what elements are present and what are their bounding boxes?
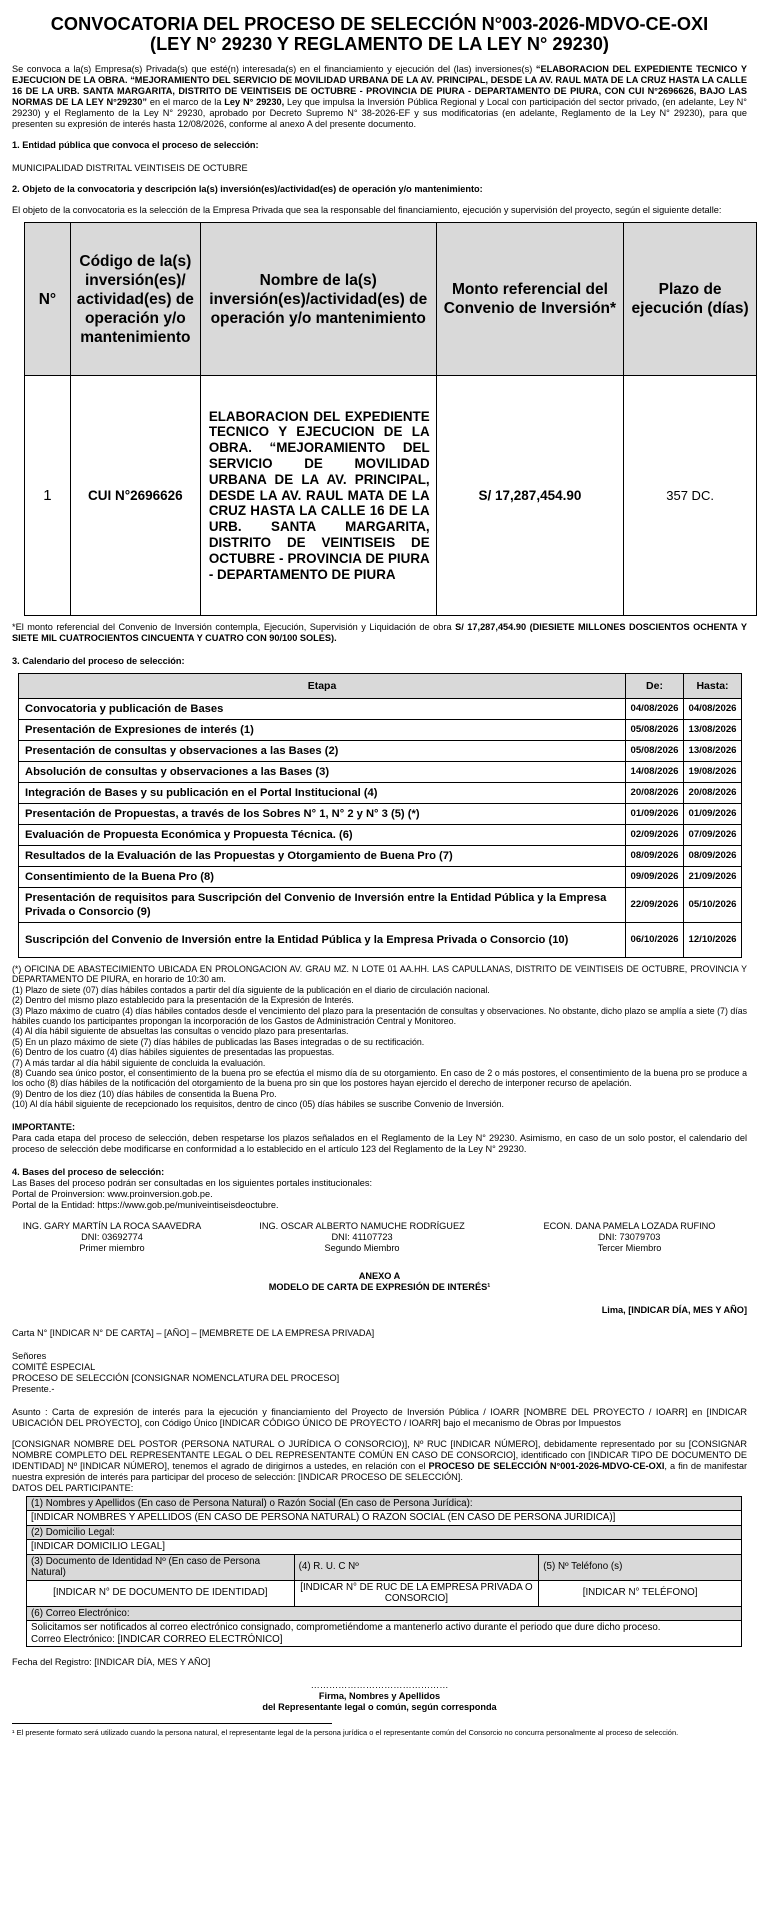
schedule-note: (7) A más tardar al día hábil siguiente de concluida la evaluación.: [12, 1057, 266, 1068]
schedule-to: 07/09/2026: [684, 825, 742, 846]
schedule-to: 01/09/2026: [684, 804, 742, 825]
letter-number: Carta N° [INDICAR N° DE CARTA] – [AÑO] – [MEMBRETE DE LA EMPRESA PRIVADA]: [12, 1327, 375, 1338]
field-6-value[interactable]: Solicitamos ser notificados al correo electrónico consignado, comprometiéndome a mantenerlo activo durante el periodo que dure dicho proceso. Correo Electrónico: [INDICAR CORREO ELECTRÓNICO]: [27, 1621, 742, 1647]
schedule-notes: [12, 964, 747, 1110]
intro-law: Ley N° 29230,: [224, 97, 285, 107]
field-4-label: (4) R. U. C Nº: [294, 1554, 539, 1580]
title-line-2: (LEY N° 29230 Y REGLAMENTO DE LA LEY N° 29230): [150, 34, 609, 54]
field-2-value[interactable]: [INDICAR DOMICILIO LEGAL]: [27, 1540, 742, 1555]
section-2-title: 2. Objeto de la convocatoria y descripción la(s) inversión(es)/actividad(es) de operación y/o mantenimiento:: [12, 184, 483, 194]
schedule-from: 08/09/2026: [626, 846, 684, 867]
schedule-table: [18, 673, 742, 958]
schedule-from: 05/08/2026: [626, 720, 684, 741]
table-row: [25, 376, 757, 616]
row-name: ELABORACION DEL EXPEDIENTE TECNICO Y EJECUCION DE LA OBRA. “MEJORAMIENTO DEL SERVICIO DE MOVILIDAD URBANA DE LA AV. PRINCIPAL, DESDE LA AV. RAUL MATA DE LA CRUZ HASTA LA CALLE 16 DE LA URB. SANTA MARGARITA, DISTRITO DE VEINTISEIS DE OCTUBRE - PROVINCIA DE PIURA - DEPARTAMENTO DE PIURA: [200, 376, 436, 616]
row-number: 1: [25, 376, 71, 616]
stage-header: Etapa: [19, 674, 626, 699]
schedule-note: (4) Al día hábil siguiente de absueltas las consultas o vencido plazo para presentarlas.: [12, 1026, 349, 1037]
schedule-stage: Suscripción del Convenio de Inversión entre la Entidad Pública y la Empresa Privada o Consorcio (10): [19, 923, 626, 958]
important-text: Para cada etapa del proceso de selección, deben respetarse los plazos señalados en el Reglamento de la Ley N° 29230. Asimismo, en caso de un solo postor, el calendario del proceso de selección debe modificarse en conformidad a lo establecido en el artículo 123 del Reglamento de la Ley N° 29230.: [12, 1132, 747, 1154]
signature-1: ING. GARY MARTÍN LA ROCA SAAVEDRA DNI: 03692774 Primer miembro: [22, 1220, 202, 1253]
schedule-from: 01/09/2026: [626, 804, 684, 825]
schedule-row: [19, 720, 742, 741]
section-3-title: 3. Calendario del proceso de selección:: [12, 656, 185, 666]
amount-note: *El monto referencial del Convenio de Inversión contempla, Ejecución, Supervisión y Liquidación de obra S/ 17,287,454.90 (DIESIETE MILLONES DOSCIENTOS OCHENTA Y SIETE MIL CUATROCIENTOS CINCUENTA Y CUATRO CON 90/100 SOLES).: [12, 622, 747, 643]
signature-2: ING. OSCAR ALBERTO NAMUCHE RODRÍGUEZ DNI: 41107723 Segundo Miembro: [259, 1220, 465, 1253]
schedule-from: 06/10/2026: [626, 923, 684, 958]
schedule-to: 12/10/2026: [684, 923, 742, 958]
schedule-row: [19, 762, 742, 783]
schedule-note: (8) Cuando sea único postor, el consentimiento de la buena pro se efectúa el mismo día de su otorgamiento. En caso de 2 o más postores, el consentimiento de la buena pro se produce a los ocho (8) días hábiles de la notificación del otorgamiento de la buena pro sin que los postores hayan ejercido el derecho de interponer recurso de apelación.: [12, 1068, 747, 1089]
schedule-stage: Presentación de Expresiones de interés (1): [19, 720, 626, 741]
schedule-stage: Presentación de Propuestas, a través de los Sobres N° 1, N° 2 y N° 3 (5) (*): [19, 804, 626, 825]
bases-line-2[interactable]: Portal de Proinversion: www.proinversion.gob.pe.: [12, 1188, 213, 1199]
row-amount: S/ 17,287,454.90: [436, 376, 624, 616]
bases-line-1: Las Bases del proceso podrán ser consultadas en los siguientes portales institucionales:: [12, 1177, 373, 1188]
row-term: 357 DC.: [624, 376, 757, 616]
schedule-to: 21/09/2026: [684, 867, 742, 888]
section-1-value: MUNICIPALIDAD DISTRITAL VEINTISEIS DE OCTUBRE: [12, 163, 248, 173]
letter-body: [CONSIGNAR NOMBRE DEL POSTOR (PERSONA NATURAL O JURÍDICA O CONSORCIO)], Nº RUC [INDICAR NÚMERO], debidamente representado por su [CONSIGNAR NOMBRE COMPLETO DEL REPRESENTANTE LEGAL O DEL REPRESENTANTE COMÚN EN CASO DE CONSORCIO], identificado con [INDICAR TIPO DE DOCUMENTO DE IDENTIDAD] Nº [INDICAR NÚMERO], tenemos el agrado de dirigirnos a ustedes, en relación con el PROCESO DE SELECCIÓN N°001-2026-MDVO-CE-OXI, a fin de manifestar nuestra expresión de interés para participar del proceso de selección: [INDICAR PROCESO DE SELECCIÓN].: [12, 1438, 748, 1482]
schedule-note: (9) Dentro de los diez (10) días hábiles de consentida la Buena Pro.: [12, 1088, 277, 1099]
field-1-label: (1) Nombres y Apellidos (En caso de Persona Natural) o Razón Social (En caso de Persona Jurídica):: [27, 1496, 742, 1511]
signature-3: ECON. DANA PAMELA LOZADA RUFINO DNI: 73079703 Tercer Miembro: [543, 1220, 716, 1253]
schedule-row: [19, 804, 742, 825]
row-code: CUI N°2696626: [70, 376, 200, 616]
schedule-note: (3) Plazo máximo de cuatro (4) días hábiles contados desde el vencimiento del plazo para la presentación de consultas y observaciones. No obstante, dicho plazo se amplía a siete (7) días hábiles cuando los participantes propongan la incorporación de los Gastos de Administración Central y Monitoreo.: [12, 1005, 747, 1027]
field-1-value[interactable]: [INDICAR NOMBRES Y APELLIDOS (EN CASO DE PERSONA NATURAL) O RAZON SOCIAL (EN CASO DE PERSONA JURIDICA)]: [27, 1511, 742, 1526]
schedule-note: (5) En un plazo máximo de siete (7) días hábiles de publicadas las Bases integradas o de su rectificación.: [12, 1036, 425, 1047]
schedule-row: [19, 846, 742, 867]
schedule-stage: Resultados de la Evaluación de las Propuestas y Otorgamiento de Buena Pro (7): [19, 846, 626, 867]
addressee: Señores COMITÉ ESPECIAL PROCESO DE SELECCIÓN [CONSIGNAR NOMENCLATURA DEL PROCESO] Presente.-: [12, 1350, 340, 1394]
footnote-divider: [12, 1723, 332, 1724]
intro-project-name: “ELABORACION DEL EXPEDIENTE TECNICO Y EJECUCION DE LA OBRA. “MEJORAMIENTO DEL SERVICIO DE MOVILIDAD URBANA DE LA AV. PRINCIPAL, DESDE LA AV. RAUL MATA DE LA CRUZ HASTA LA CALLE 16 DE LA URB. SANTA MARGARITA, DISTRITO DE VEINTISEIS DE OCTUBRE - PROVINCIA DE PIURA - DEPARTAMENTO DE PIURA, CON CUI N°2696626, BAJO LAS NORMAS DE LA LEY N°29230”: [12, 64, 747, 107]
schedule-row: [19, 741, 742, 762]
schedule-note: (1) Plazo de siete (07) días hábiles contados a partir del día siguiente de la publicación en el diario de circulación nacional.: [12, 984, 490, 995]
schedule-to: 05/10/2026: [684, 888, 742, 923]
schedule-stage: Integración de Bases y su publicación en el Portal Institucional (4): [19, 783, 626, 804]
title-line-1: CONVOCATORIA DEL PROCESO DE SELECCIÓN N°003-2026-MDVO-CE-OXI: [50, 14, 709, 34]
intro-paragraph: [12, 64, 747, 130]
schedule-from: 02/09/2026: [626, 825, 684, 846]
intro-text-1: Se convoca a la(s) Empresa(s) Privada(s) que esté(n) interesada(s) en el financiamiento y ejecución del (las) inversiones(s): [12, 64, 536, 74]
schedule-to: 13/08/2026: [684, 741, 742, 762]
field-5-value[interactable]: [INDICAR N° TELÉFONO]: [539, 1580, 742, 1606]
col-amount-header: Monto referencial del Convenio de Inversión*: [436, 223, 624, 376]
schedule-to: 19/08/2026: [684, 762, 742, 783]
field-6-label: (6) Correo Electrónico:: [27, 1606, 742, 1621]
col-number-header: N°: [25, 223, 71, 376]
letter-subject: Asunto : Carta de expresión de interés para la ejecución y financiamiento del Proyecto de Inversión Pública / IOARR [NOMBRE DEL PROYECTO / IOARR] en [INDICAR UBICACIÓN DEL PROYECTO], con Código Único [INDICAR CÓDIGO ÚNICO DE PROYECTO / IOARR] bajo el mecanismo de Obras por Impuestos: [12, 1406, 747, 1428]
schedule-to: 13/08/2026: [684, 720, 742, 741]
schedule-note: (10) Al día hábil siguiente de recepcionado los requisitos, dentro de cinco (05) días hábiles se suscribe Convenio de Inversión.: [12, 1099, 504, 1110]
annex-subtitle: MODELO DE CARTA DE EXPRESIÓN DE INTERÉS¹: [268, 1281, 491, 1292]
col-code-header: Código de la(s) inversión(es)/ actividad(es) de operación y/o mantenimiento: [70, 223, 200, 376]
to-header: Hasta:: [684, 674, 742, 699]
schedule-row: [19, 923, 742, 958]
schedule-from: 22/09/2026: [626, 888, 684, 923]
schedule-row: [19, 888, 742, 923]
annex-place-date: Lima, [INDICAR DÍA, MES Y AÑO]: [601, 1304, 747, 1315]
schedule-to: 04/08/2026: [684, 699, 742, 720]
schedule-from: 05/08/2026: [626, 741, 684, 762]
section-2-text: El objeto de la convocatoria es la selección de la Empresa Privada que sea la responsable del financiamiento, ejecución y supervisión del proyecto, según el siguiente detalle:: [12, 205, 722, 215]
intro-text-2: en el marco de la: [147, 97, 225, 107]
field-4-value[interactable]: [INDICAR N° DE RUC DE LA EMPRESA PRIVADA O CONSORCIO]: [294, 1580, 539, 1606]
section-4-title: 4. Bases del proceso de selección:: [12, 1166, 165, 1177]
document-title: [12, 14, 747, 54]
schedule-stage: Convocatoria y publicación de Bases: [19, 699, 626, 720]
field-5-label: (5) Nº Teléfono (s): [539, 1554, 742, 1580]
schedule-stage: Evaluación de Propuesta Económica y Propuesta Técnica. (6): [19, 825, 626, 846]
intro-text-3: Ley que impulsa la Inversión Pública Regional y Local con participación del sector privado, (en adelante, Ley N° 29230) y el Reglamento de la Ley N° 29230, aprobado por Decreto Supremo N° 38-2026-EF y sus modificatorias (en adelante, Reglamento de la Ley N° 29230), para que presenten su expresión de interés hasta 12/08/2026, conforme al anexo A del presente documento.: [12, 97, 747, 129]
schedule-stage: Consentimiento de la Buena Pro (8): [19, 867, 626, 888]
col-term-header: Plazo de ejecución (días): [624, 223, 757, 376]
schedule-stage: Presentación de consultas y observaciones a las Bases (2): [19, 741, 626, 762]
participant-data-table: [26, 1496, 742, 1648]
col-name-header: Nombre de la(s) inversión(es)/actividad(es) de operación y/o mantenimiento: [200, 223, 436, 376]
field-2-label: (2) Domicilio Legal:: [27, 1525, 742, 1540]
schedule-to: 20/08/2026: [684, 783, 742, 804]
footnote: ¹ El presente formato será utilizado cuando la persona natural, el representante legal de la persona jurídica o el representante común del Consorcio no concurra personalmente al proceso de selección.: [12, 1728, 679, 1738]
annex-title: ANEXO A: [358, 1270, 401, 1281]
schedule-row: [19, 699, 742, 720]
important-title: IMPORTANTE:: [12, 1121, 76, 1132]
schedule-from: 14/08/2026: [626, 762, 684, 783]
field-3-value[interactable]: [INDICAR N° DE DOCUMENTO DE IDENTIDAD]: [27, 1580, 295, 1606]
schedule-from: 20/08/2026: [626, 783, 684, 804]
schedule-from: 09/09/2026: [626, 867, 684, 888]
schedule-row: [19, 825, 742, 846]
registration-date: Fecha del Registro: [INDICAR DÍA, MES Y AÑO]: [12, 1657, 211, 1668]
representative-signature: ……………………………………… Firma, Nombres y Apellidos del Representante legal o común, según corresponda: [262, 1680, 497, 1713]
investment-table: [24, 222, 757, 616]
schedule-note: (2) Dentro del mismo plazo establecido para la presentación de la Expresión de Interés.: [12, 995, 354, 1006]
schedule-row: [19, 867, 742, 888]
from-header: De:: [626, 674, 684, 699]
schedule-stage: Presentación de requisitos para Suscripción del Convenio de Inversión entre la Entidad Pública y la Empresa Privada o Consorcio (9): [19, 888, 626, 923]
schedule-to: 08/09/2026: [684, 846, 742, 867]
schedule-stage: Absolución de consultas y observaciones a las Bases (3): [19, 762, 626, 783]
schedule-row: [19, 783, 742, 804]
committee-signatures: [12, 1221, 747, 1261]
participant-data-title: DATOS DEL PARTICIPANTE:: [12, 1482, 134, 1493]
field-3-label: (3) Documento de Identidad Nº (En caso de Persona Natural): [27, 1554, 295, 1580]
section-1-title: 1. Entidad pública que convoca el proceso de selección:: [12, 140, 259, 150]
schedule-note: (*) OFICINA DE ABASTECIMIENTO UBICADA EN PROLONGACION AV. GRAU MZ. N LOTE 01 AA.HH. LAS CAPULLANAS, DISTRITO DE VEINTISEIS DE OCTUBRE, PROVINCIA Y DEPARTAMENTO DE PIURA, en horario de 10:30 am.: [12, 964, 747, 985]
schedule-from: 04/08/2026: [626, 699, 684, 720]
schedule-note: (6) Dentro de los cuatro (4) días hábiles siguientes de presentadas las propuestas.: [12, 1047, 335, 1058]
bases-line-3[interactable]: Portal de la Entidad: https://www.gob.pe/muniveintiseisdeoctubre.: [12, 1199, 279, 1210]
